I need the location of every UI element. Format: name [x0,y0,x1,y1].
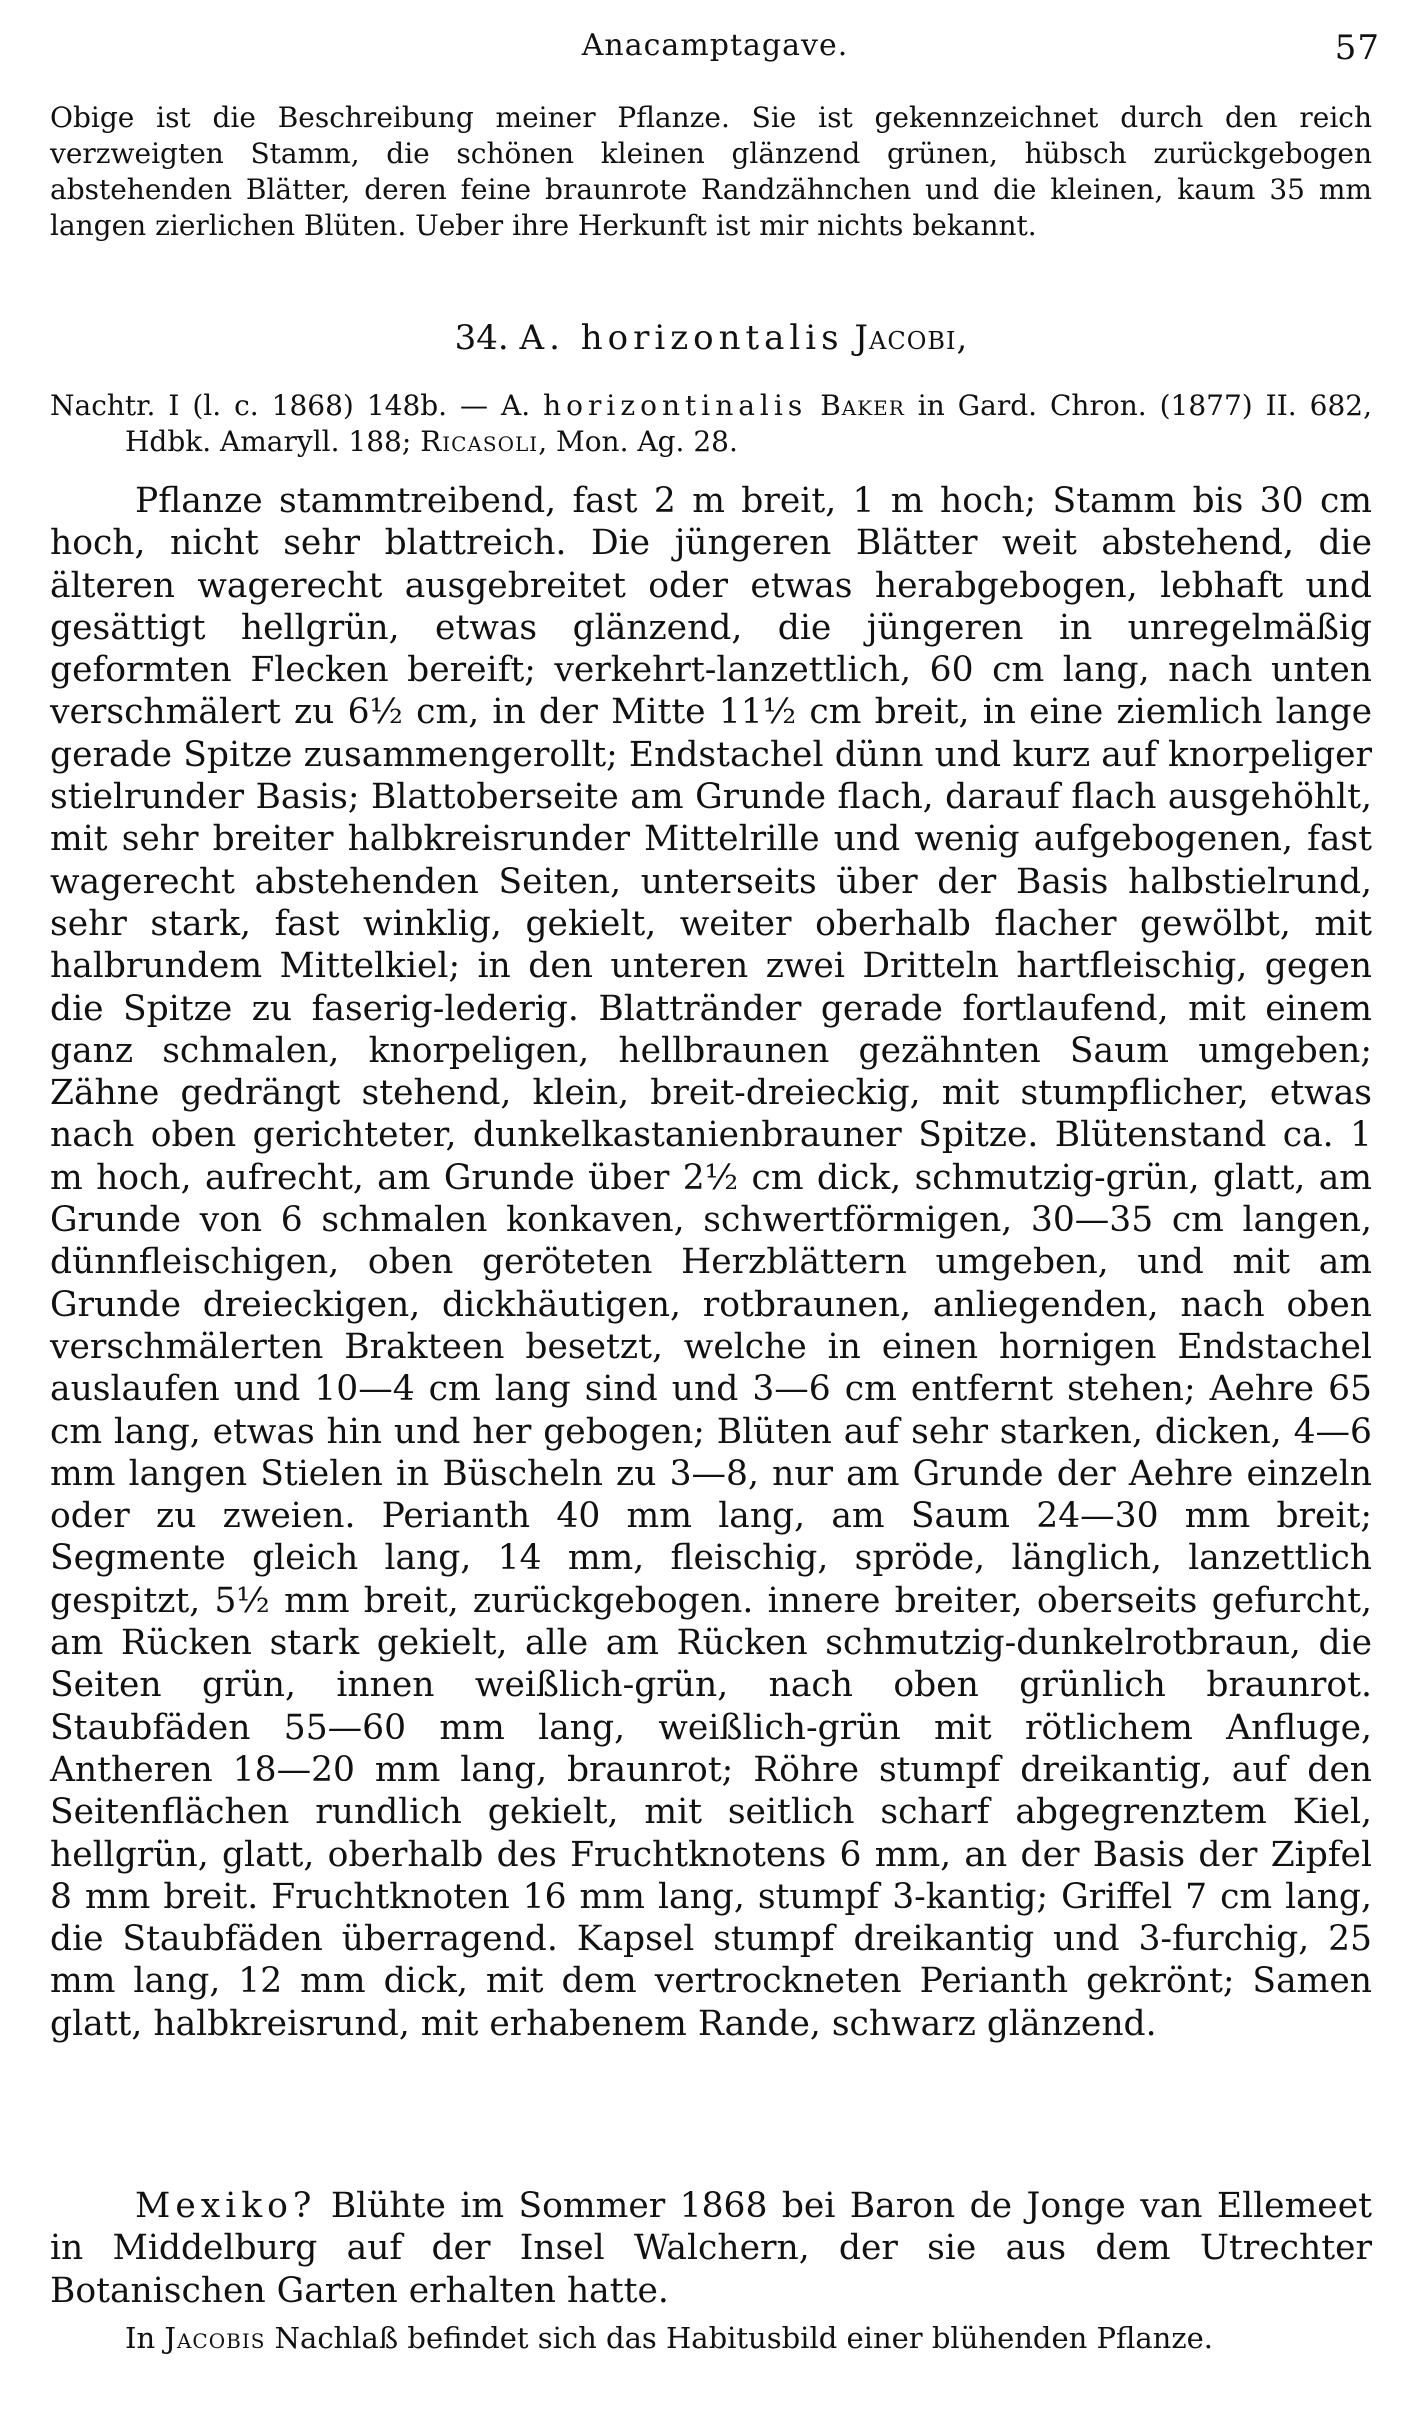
intro-paragraph: Obige ist die Beschreibung meiner Pflanze. Sie ist gekennzeichnet durch den reich verzweigten Stamm, die schönen kleinen glänzend grünen, hübsch zurückgebogen abstehenden Blätter, deren feine braunrote Randzähnchen und die kleinen, kaum 35 mm langen zierlichen Blüten. Ueber ihre Herkunft ist mir nichts bekannt. [50,101,1372,242]
synonymy-part2: in Gard. Chron. (1877) II. 682, Hdbk. Amaryll. 188; [125,389,1373,458]
synonymy-part1: Nachtr. I (l. c. 1868) 148b. — A. [50,389,544,422]
distribution-text: Blühte im Sommer 1868 bei Baron de Jonge van Ellemeet in Middelburg auf der Insel Walchern, der sie aus dem Utrechter Botanischen Garten erhalten hatte. [50,2186,1372,2311]
footnote-text: Nachlaß befindet sich das Habitusbild einer blühenden Pflanze. [265,2321,1214,2355]
synonym-name: horizontinalis [543,389,808,422]
running-title: Anacamptagave. [581,28,849,63]
species-name: A. horizontalis [519,318,844,358]
footnote-author: Jacobis [164,2321,266,2355]
synonymy-part3: , Mon. Ag. 28. [538,425,738,458]
species-heading [50,318,1372,358]
page-number: 57 [1334,28,1380,68]
synonymy [50,388,1372,460]
distribution-paragraph [50,2185,1372,2312]
synonym-author: Baker [820,389,905,422]
description-paragraph: Pflanze stammtreibend, fast 2 m breit, 1 m hoch; Stamm bis 30 cm hoch, nicht sehr blattreich. Die jüngeren Blätter weit abstehend, die älteren wagerecht ausgebreitet oder etwas herabgebogen, lebhaft und gesättigt hellgrün, etwas glänzend, die jüngeren in unregelmäßig geformten Flecken bereift; verkehrt-lanzettlich, 60 cm lang, nach unten verschmälert zu 6½ cm, in der Mitte 11½ cm breit, in eine ziemlich lange gerade Spitze zusammengerollt; Endstachel dünn und kurz auf knorpeliger stielrunder Basis; Blattoberseite am Grunde flach, darauf flach ausgehöhlt, mit sehr breiter halbkreisrunder Mittelrille und wenig aufgebogenen, fast wagerecht abstehenden Seiten, unterseits über der Basis halbstielrund, sehr stark, fast winklig, gekielt, weiter oberhalb flacher gewölbt, mit halbrundem Mittelkiel; in den unteren zwei Dritteln hartfleischig, gegen die Spitze zu faserig-lederig. Blattränder gerade fortlaufend, mit einem ganz schmalen, knorpeligen, hellbraunen gezähnten Saum umgeben; Zähne gedrängt stehend, klein, breit-dreieckig, mit stumpflicher, etwas nach oben gerichteter, dunkelkastanienbrauner Spitze. Blütenstand ca. 1 m hoch, aufrecht, am Grunde über 2½ cm dick, schmutzig-grün, glatt, am Grunde von 6 schmalen konkaven, schwertförmigen, 30—35 cm langen, dünnfleischigen, oben geröteten Herzblättern umgeben, und mit am Grunde dreieckigen, dickhäutigen, rotbraunen, anliegenden, nach oben verschmälerten Brakteen besetzt, welche in einen hornigen Endstachel auslaufen und 10—4 cm lang sind und 3—6 cm entfernt stehen; Aehre 65 cm lang, etwas hin und her gebogen; Blüten auf sehr starken, dicken, 4—6 mm langen Stielen in Büscheln zu 3—8, nur am Grunde der Aehre einzeln oder zu zweien. Perianth 40 mm lang, am Saum 24—30 mm breit; Segmente gleich lang, 14 mm, fleischig, spröde, länglich, lanzettlich gespitzt, 5½ mm breit, zurückgebogen. innere breiter, oberseits gefurcht, am Rücken stark gekielt, alle am Rücken schmutzig-dunkelrotbraun, die Seiten grün, innen weißlich-grün, nach oben grünlich braunrot. Staubfäden 55—60 mm lang, weißlich-grün mit rötlichem Anfluge, Antheren 18—20 mm lang, braunrot; Röhre stumpf dreikantig, auf den Seitenflächen rundlich gekielt, mit seitlich scharf abgegrenztem Kiel, hellgrün, glatt, oberhalb des Fruchtknotens 6 mm, an der Basis der Zipfel 8 mm breit. Fruchtknoten 16 mm lang, stumpf 3-kantig; Griffel 7 cm lang, die Staubfäden überragend. Kapsel stumpf dreikantig und 3-furchig, 25 mm lang, 12 mm dick, mit dem vertrockneten Perianth gekrönt; Samen glatt, halbkreisrund, mit erhabenem Rande, schwarz glänzend. [50,481,1372,2044]
synonymy-author3: Ricasoli [420,425,539,458]
species-author: Jacobi [854,318,957,358]
running-header [50,28,1380,78]
footnote [125,2320,1372,2356]
distribution-region: Mexiko? [135,2186,317,2226]
footnote-prefix: In [125,2321,165,2355]
species-heading-comma: , [956,318,968,358]
species-number: 34. [454,318,509,358]
